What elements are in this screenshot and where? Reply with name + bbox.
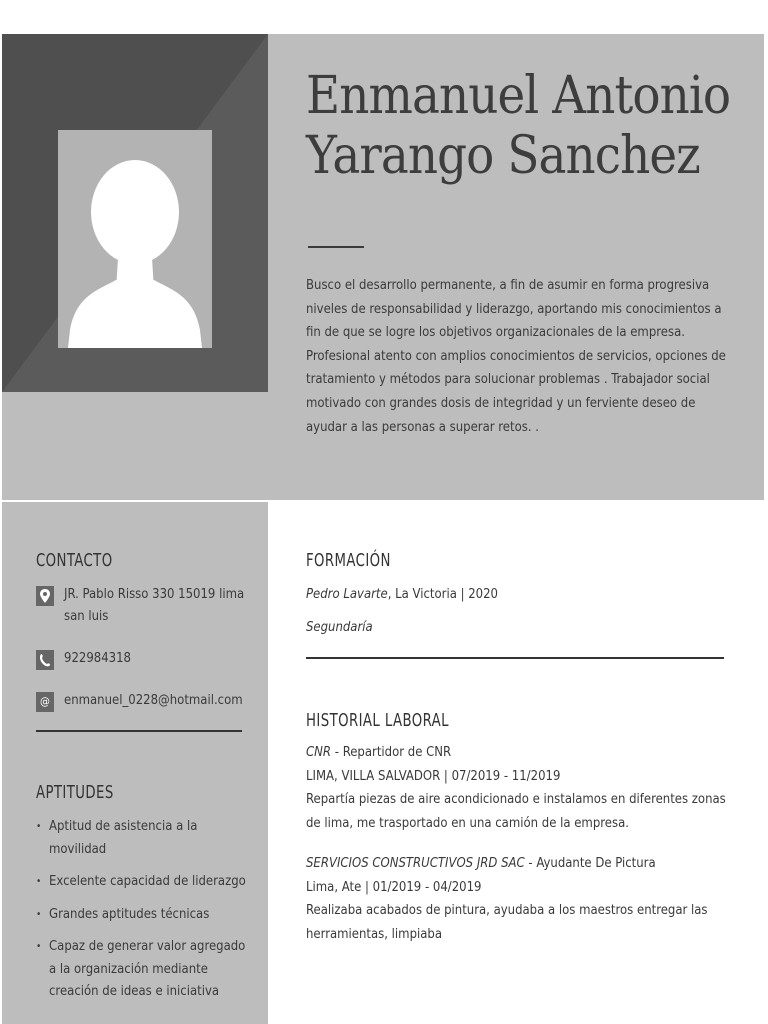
contact-title: CONTACTO (36, 550, 113, 571)
education-title: FORMACIÓN (306, 550, 391, 571)
profile-photo-placeholder (58, 130, 212, 348)
job-company: SERVICIOS CONSTRUCTIVOS JRD SAC (306, 856, 525, 871)
job-place-dates: LIMA, VILLA SALVADOR | 07/2019 - 11/2019 (306, 768, 561, 784)
job-company: CNR (306, 745, 332, 760)
profile-summary: Busco el desarrollo permanente, a fin de asumir en forma progresiva niveles de responsabilidad y liderazgo, aportando mis conocimientos a fin de que se logre los objetivos organizacionales de la empresa. Profesional atento con amplios conocimientos de servicios, opciones de tratamiento y métodos para solucionar problemas . Trabajador social motivado con grandes dosis de integridad y un ferviente deseo de ayudar a las personas a superar retos. . (306, 278, 726, 435)
skills-list (36, 816, 256, 1014)
address-text: JR. Pablo Risso 330 15019 lima san luis (64, 587, 245, 624)
skill-item: • Capaz de generar valor agregado a la organización mediante creación de ideas e iniciativa (36, 936, 256, 1004)
contact-address (36, 586, 251, 632)
job-role: - Repartidor de CNR (331, 745, 452, 760)
location-pin-icon (36, 586, 54, 606)
education-entry (306, 583, 498, 606)
job-role: - Ayudante De Pictura (524, 856, 656, 871)
name-line-2: Yarango Sanchez (306, 126, 700, 186)
avatar-silhouette-icon (58, 130, 212, 348)
work-history-title: HISTORIAL LABORAL (306, 710, 449, 731)
contact-email (36, 692, 251, 714)
job-heading (306, 852, 736, 876)
at-sign-icon: @ (36, 692, 54, 712)
skill-item: • Aptitud de asistencia a la movilidad (36, 816, 256, 861)
job-entry (306, 852, 736, 946)
education-level: Segundaría (306, 620, 373, 635)
job-heading (306, 741, 736, 765)
contact-divider (36, 730, 242, 732)
skill-item: • Excelente capacidad de liderazgo (36, 871, 256, 894)
skill-item: • Grandes aptitudes técnicas (36, 904, 256, 927)
school-location-year: , La Victoria | 2020 (387, 587, 498, 602)
contact-phone (36, 650, 251, 672)
job-place-dates: Lima, Ate | 01/2019 - 04/2019 (306, 879, 482, 895)
phone-text: 922984318 (64, 651, 131, 666)
skills-title: APTITUDES (36, 782, 114, 803)
job-description: Realizaba acabados de pintura, ayudaba a los maestros entregar las herramientas, limpiaba (306, 903, 708, 942)
photo-block (2, 34, 268, 392)
phone-icon (36, 650, 54, 670)
candidate-name (306, 66, 731, 186)
school-name: Pedro Lavarte (306, 587, 388, 602)
name-underline (308, 246, 364, 248)
job-description: Repartía piezas de aire acondicionado e instalamos en diferentes zonas de lima, me trasportado en una camión de la empresa. (306, 792, 726, 831)
name-line-1: Enmanuel Antonio (306, 66, 731, 126)
job-entry (306, 741, 736, 835)
email-text: enmanuel_0228@hotmail.com (64, 693, 243, 708)
education-divider (306, 657, 724, 659)
